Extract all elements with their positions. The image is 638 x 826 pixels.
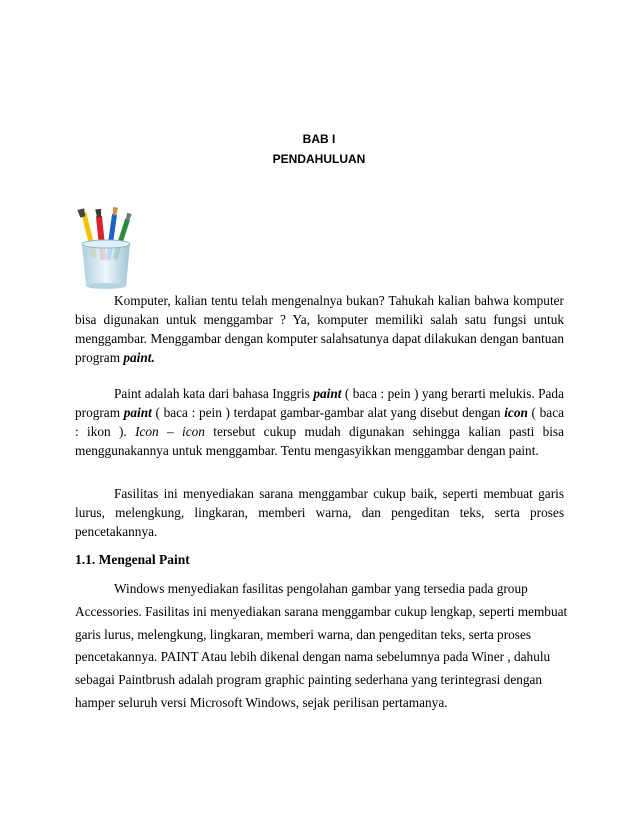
paragraph-3: Fasilitas ini menyediakan sarana menggambar cukup baik, seperti membuat garis lurus, melengkung, lingkaran, memberi warna, dan pengeditan teks, serta proses pencetakannya. [75, 486, 564, 539]
paragraph-1: Komputer, kalian tentu telah mengenalnya bukan? Tahukah kalian bahwa komputer bisa digunakan untuk menggambar ? Ya, komputer memiliki salah satu fungsi untuk menggambar. Menggambar dengan komputer salahsatunya dapat dilakukan dengan bantuan program paint. [75, 293, 564, 365]
paint-brushes-cup-icon [74, 206, 138, 290]
cup [82, 244, 130, 286]
chapter-title: PENDAHULUAN [272, 152, 366, 166]
section-heading: 1.1. Mengenal Paint [75, 552, 190, 567]
chapter-number: BAB I [302, 132, 336, 146]
paragraph-4: Windows menyediakan fasilitas pengolahan gambar yang tersedia pada group Accessories. Fasilitas ini menyediakan sarana menggambar cukup lengkap, seperti membuat garis lurus, melengkung, lingkaran, memberi warna, dan pengeditan teks, serta proses pencetakannya. PAINT Atau lebih dikenal dengan nama sebelumnya pada Winer , dahulu sebagai Paintbrush adalah program graphic painting sederhana yang terintegrasi dengan hamper seluruh versi Microsoft Windows, sejak perilisan pertamanya. [75, 581, 568, 710]
paragraph-2: Paint adalah kata dari bahasa Inggris paint ( baca : pein ) yang berarti melukis. Pada program paint ( baca : pein ) terdapat gambar-gambar alat yang disebut dengan icon ( baca : ikon ). Icon – icon tersebut cukup mudah digunakan sehingga kalian pasti bisa menggunakannya untuk menggambar. Tentu mengasyikkan menggambar dengan paint. [75, 386, 565, 458]
